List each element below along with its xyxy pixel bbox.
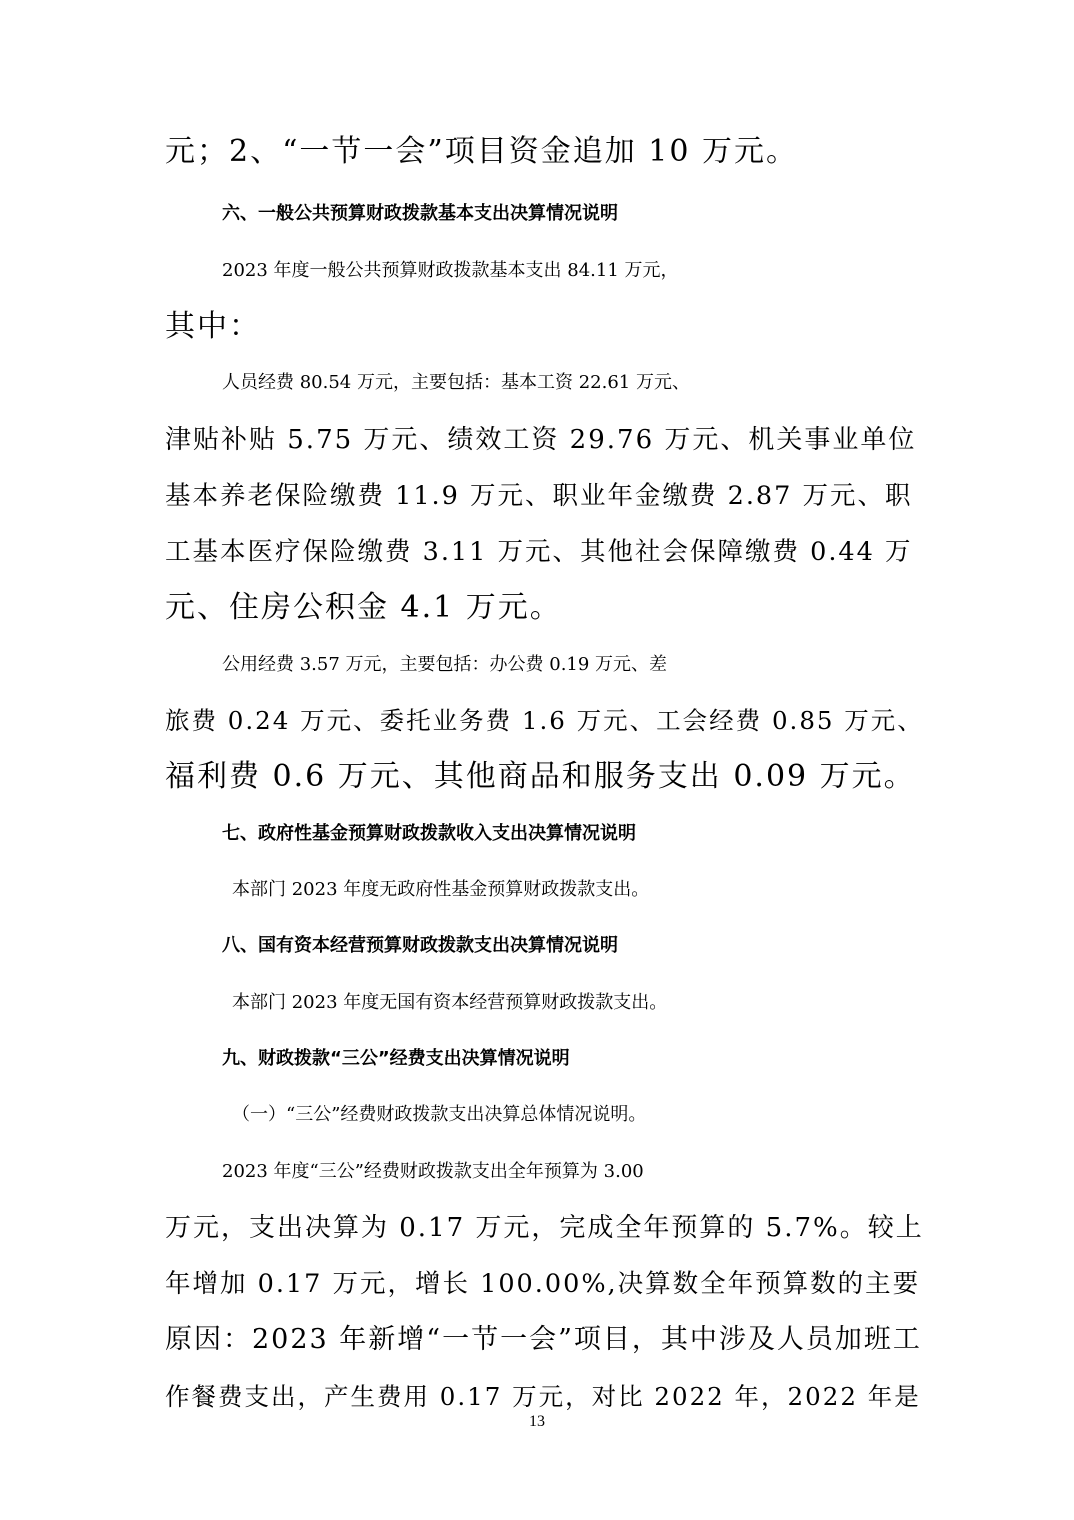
body-text-line: 作餐费支出，产生费用 0.17 万元，对比 2022 年，2022 年是 [165,1382,921,1411]
section-heading-6: 六、一般公共预算财政拨款基本支出决算情况说明 [222,203,618,224]
body-text-line: 人员经费 80.54 万元，主要包括：基本工资 22.61 万元、 [222,372,690,393]
body-text-line: 原因：2023 年新增“一节一会”项目，其中涉及人员加班工 [165,1324,922,1355]
section-heading-8: 八、国有资本经营预算财政拨款支出决算情况说明 [222,935,618,956]
body-text-line: 福利费 0.6 万元、其他商品和服务支出 0.09 万元。 [165,759,916,794]
body-text-line: 其中： [165,309,261,344]
page-number: 13 [529,1413,545,1430]
section-heading-9: 九、财政拨款“三公”经费支出决算情况说明 [222,1048,570,1069]
body-text-line: 基本养老保险缴费 11.9 万元、职业年金缴费 2.87 万元、职 [165,481,913,511]
body-text-line: 2023 年度“三公”经费财政拨款支出全年预算为 3.00 [222,1161,644,1182]
body-text-line: 2023 年度一般公共预算财政拨款基本支出 84.11 万元， [222,260,679,281]
body-text-line: 工基本医疗保险缴费 3.11 万元、其他社会保障缴费 0.44 万 [165,537,913,567]
body-text-line: 旅费 0.24 万元、委托业务费 1.6 万元、工会经费 0.85 万元、 [165,706,924,735]
body-text-line: 本部门 2023 年度无政府性基金预算财政拨款支出。 [232,879,650,900]
body-text-line: 元；2、“一节一会”项目资金追加 10 万元。 [165,134,799,169]
body-text-line: 年增加 0.17 万元，增长 100.00%,决算数全年预算数的主要 [165,1269,921,1299]
subsection-heading: （一）“三公”经费财政拨款支出决算总体情况说明。 [232,1104,647,1125]
body-text-line: 津贴补贴 5.75 万元、绩效工资 29.76 万元、机关事业单位 [165,425,917,455]
body-text-line: 万元，支出决算为 0.17 万元，完成全年预算的 5.7%。较上 [165,1213,924,1243]
body-text-line: 公用经费 3.57 万元，主要包括：办公费 0.19 万元、差 [222,654,668,675]
body-text-line: 本部门 2023 年度无国有资本经营预算财政拨款支出。 [232,992,668,1013]
section-heading-7: 七、政府性基金预算财政拨款收入支出决算情况说明 [222,823,636,844]
body-text-line: 元、住房公积金 4.1 万元。 [165,590,562,625]
